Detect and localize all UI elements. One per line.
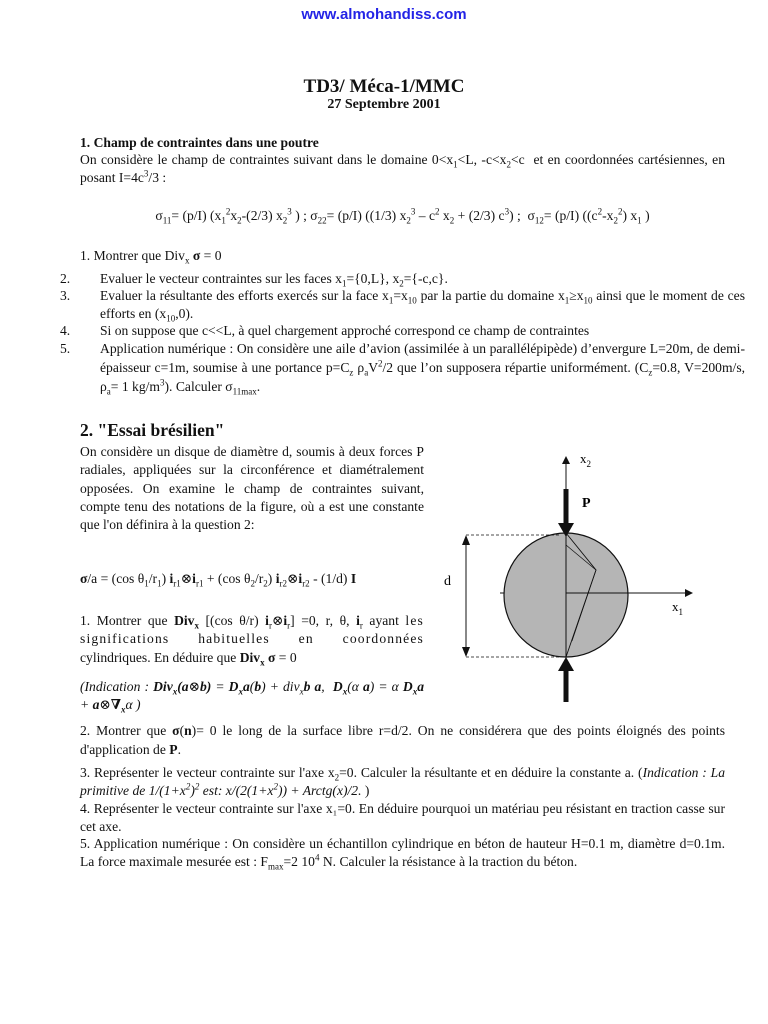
s1-question-5: 5. Application numérique : On considère une aile d’avion (assimilée à un parallélépipède) d’envergure L=20m, de demi-épaisseur c=1m, soumise à une portance $p=C_z$ $\rho_aV^2/2$ que l’on supposera répartie uniformément. ($C_z=0.8$, V=200m/s, $\rho_a= 1$ $kg/m^3$). Calculer $\sigma_{11max}$. xyxy=(60,341,746,397)
site-url[interactable]: www.almohandiss.com xyxy=(301,6,467,23)
x1-label: $x_1$ xyxy=(672,599,683,617)
s1-question-2: 2. Evaluer le vecteur contraintes sur les faces $x_1=\{0,L\}$, $x_2=\{-c,c\}$. xyxy=(60,271,448,289)
s1-question-1: 1. Montrer que Div$_x$ σ = 0 xyxy=(80,248,222,266)
brazilian-test-figure xyxy=(430,445,730,720)
section-2-intro: On considère un disque de diamètre d, soumis à deux forces P radiales, appliquées sur la circonférence et diamétralement opposées. On examine le champ de contraintes suivant, compte tenu des notations de la figure, où a est une constante que l'on définira à la question 2: xyxy=(80,444,424,533)
document-date: 27 Septembre 2001 xyxy=(327,97,441,112)
force-label: P xyxy=(582,496,591,511)
stress-field-formula: $\sigma_{11}= (p/I)$ ($x_1^2x_2-(2/3)$ $x_2^3$ ) ; $\sigma_{22}= (p/I)$ ((1/3) $x_2^3 - c^2$ $x_2 + (2/3)$ $c^3$) ; $\sigma_{12}= (p/I)$ ($(c^2-x_2^2)$ $x_1$ ) xyxy=(155,206,650,226)
s2-question-4: 4. Représenter le vecteur contrainte sur l'axe x₁=0. En déduire pourquoi un matériau peu résistant en traction casse sur cet axe. xyxy=(80,801,725,834)
s1-question-4: 4. Si on suppose que c<<L, à quel chargement approché correspond ce champ de contraintes xyxy=(60,323,590,338)
diameter-label: d xyxy=(444,574,451,589)
s2-question-2: 2. Montrer que σ(n)= 0 le long de la surface libre r=d/2. On ne considérera que des points éloignés des points d'application de P. xyxy=(80,723,725,757)
x2-label: $x_2$ xyxy=(580,451,591,469)
s1-question-3: 3. Evaluer la résultante des efforts exercés sur la face $x_1=x_{10}$ par la partie du domaine $x_1\ge x_{10}$ ainsi que le moment de ces efforts en $(x_{10},0)$. xyxy=(60,288,745,324)
s2-question-1: 1. Montrer que Div$_x$ [(cos θ/r) $i_r\otimes i_r] =0$, r, θ, $i_r$ ayant les significations habituelles en coordonnées cylindriques. En déduire que Div$_x$ σ = 0 xyxy=(80,613,424,668)
s2-question-5: 5. Application numérique : On considère un échantillon cylindrique en béton de hauteur H=0.1 m, diamètre d=0.1m. La force maximale mesurée est : $F_{max}=2$ $10^4$ N. Calculer la résistance à la traction du béton. xyxy=(80,836,725,872)
page-title: TD3/ Méca-1/MMC xyxy=(303,76,465,97)
section-1-intro: On considère le champ de contraintes suivant dans le domaine $0<x_1<L$, $-c<x_2<c$ et en coordonnées cartésiennes, en posant $I=4c^3/3$ : xyxy=(80,152,725,185)
section-2-heading: 2. "Essai brésilien" xyxy=(80,420,225,440)
s2-question-3: 3. Représenter le vecteur contrainte sur l'axe $x_2=0$. Calculer la résultante et en déduire la constante a. (Indication : La primitive de $1/(1+x^2)^2$ est: $x/(2(1+x^2))$ + Arctg(x)/2. ) xyxy=(80,765,725,798)
s2-indication-1: (Indication : Div$_x$(a⊗b) = $D_xa(b) + div_xb$ a, $D_x(\alpha$ a) = α $D_xa$ + $a\otimes\nabla_x\alpha$ ) xyxy=(80,679,424,716)
stress-tensor-formula: σ/a = (cos $\theta_1/r_1$) $i_{r1}\otimes i_{r1} + (\cos$ $\theta_2/r_2$) $i_{r2}\otimes i_{r2} - (1/d)$ I xyxy=(80,571,357,589)
section-1-heading: 1. Champ de contraintes dans une poutre xyxy=(80,135,319,150)
